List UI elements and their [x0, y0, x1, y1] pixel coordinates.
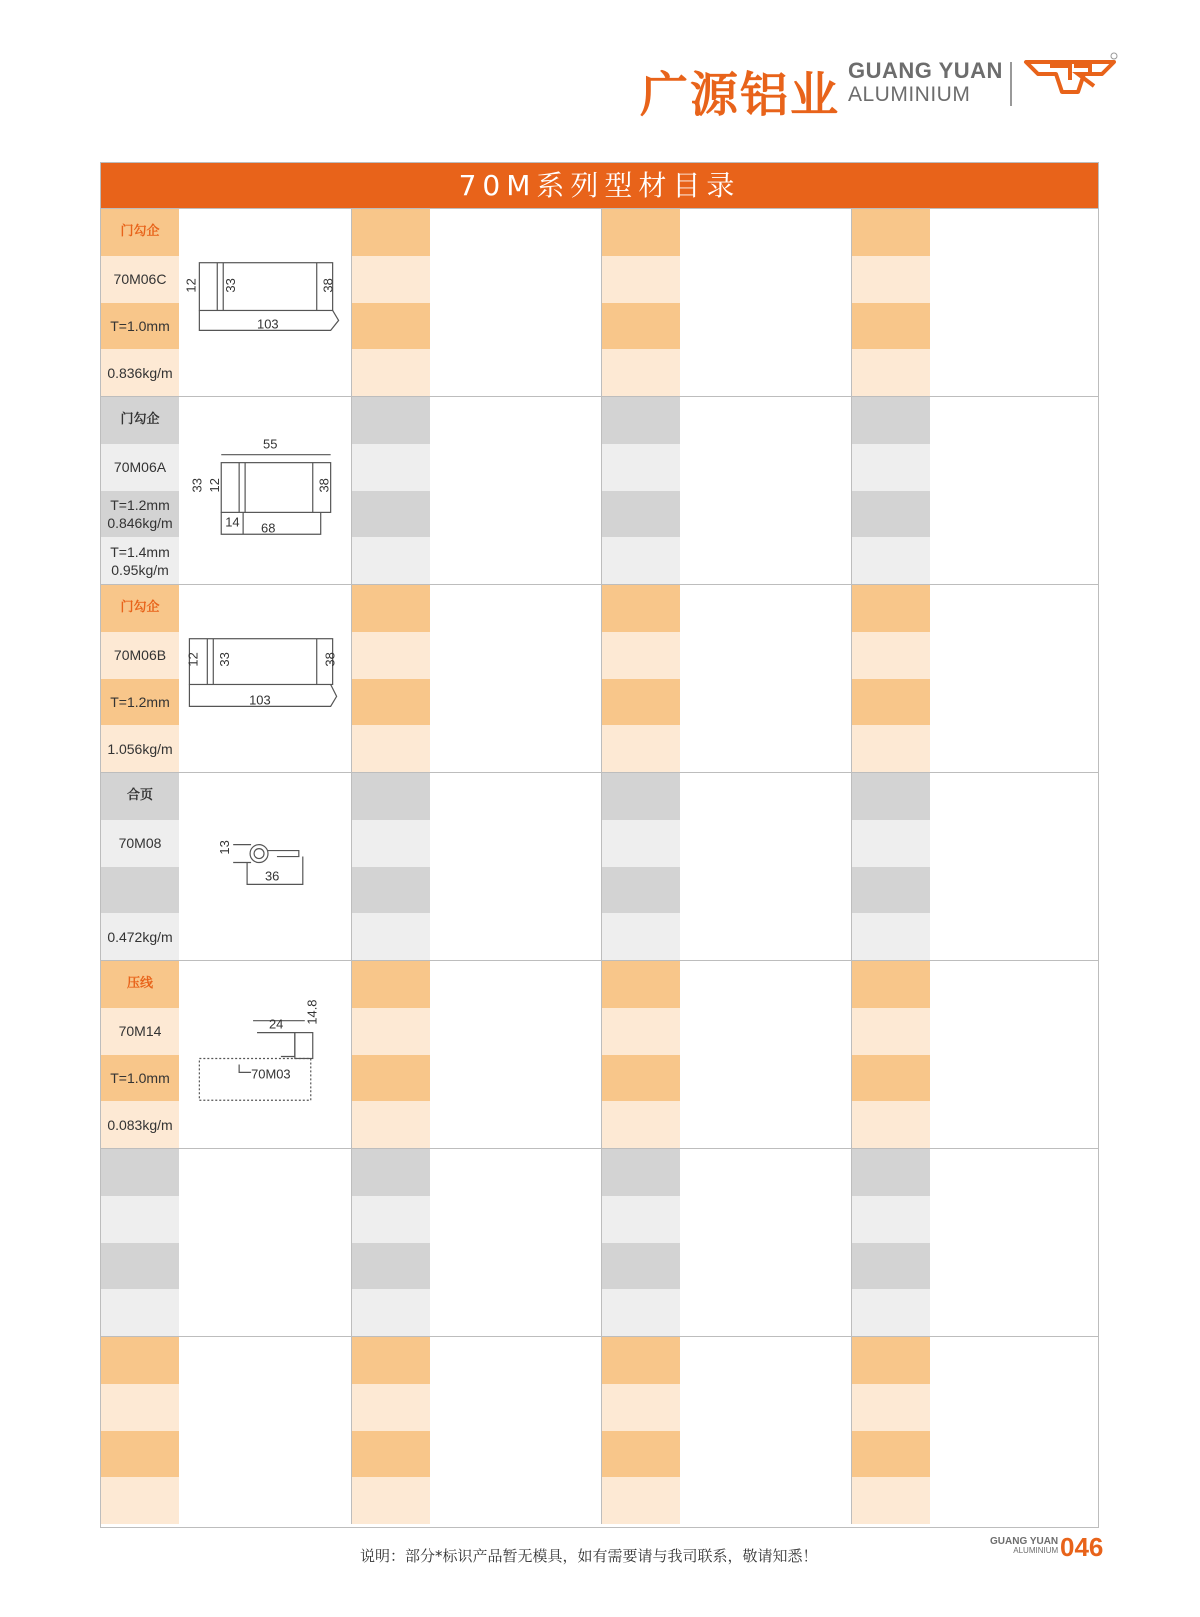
dim-label: 38 [320, 278, 336, 293]
catalog-cell [601, 773, 851, 960]
dim-label: 33 [217, 652, 233, 667]
profile-code: 70M08 [118, 834, 162, 851]
dim-label: 12 [207, 478, 223, 493]
profile-drawing [181, 397, 351, 584]
brand-name-en [848, 58, 1003, 107]
catalog-cell [101, 585, 351, 772]
profile-drawing [181, 585, 351, 772]
profile-thickness: T=1.2mm [110, 497, 170, 513]
profile-weight: 0.846kg/m [107, 514, 173, 531]
dim-label: 12 [183, 278, 199, 293]
catalog-cell [101, 773, 351, 960]
profile-weight: 0.083kg/m [107, 1116, 173, 1133]
table-row [101, 396, 1098, 584]
catalog-cell [351, 397, 601, 584]
catalog-cell [601, 397, 851, 584]
profile-spec-1 [101, 491, 179, 538]
profile-drawing [181, 773, 351, 960]
profile-name: 压线 [126, 976, 153, 992]
dim-label: 33 [223, 278, 239, 293]
catalog-cell [601, 1337, 851, 1524]
table-row [101, 772, 1098, 960]
dim-label: 33 [189, 478, 205, 493]
dim-label: 13 [217, 840, 233, 855]
profile-thickness [101, 867, 179, 914]
dim-label: 36 [265, 868, 280, 884]
footer-brand-line2: ALUMINIUM [1013, 1546, 1059, 1555]
profile-drawing [181, 209, 351, 396]
profile-catalog-table [100, 162, 1099, 1528]
profile-weight: 0.472kg/m [107, 928, 173, 945]
catalog-cell [351, 773, 601, 960]
table-row [101, 584, 1098, 772]
profile-name: 门勾企 [120, 412, 160, 428]
catalog-cell [851, 1149, 1101, 1336]
brand-emblem-icon [1022, 52, 1122, 104]
brand-name-cn: 广源铝业 [640, 67, 841, 123]
profile-code: 70M06C [113, 270, 167, 287]
dim-label: 14.8 [304, 999, 320, 1025]
catalog-cell [851, 1337, 1101, 1524]
table-row [101, 1336, 1098, 1524]
dim-label: 70M03 [251, 1066, 291, 1082]
dim-label: 12 [185, 652, 201, 667]
dim-label: 55 [263, 436, 278, 452]
brand-en-line2: ALUMINIUM [848, 83, 971, 107]
page-number: 046 [1060, 1532, 1104, 1562]
footer-brand [990, 1536, 1058, 1556]
catalog-cell [101, 1337, 351, 1524]
profile-code: 70M14 [118, 1022, 162, 1039]
dim-label: 103 [249, 692, 271, 708]
catalog-cell [351, 1149, 601, 1336]
profile-spec-2 [101, 538, 179, 585]
dim-label: 68 [261, 520, 276, 536]
catalog-title: 70M系列型材目录 [101, 163, 1098, 208]
catalog-cell [601, 209, 851, 396]
catalog-cell [851, 209, 1101, 396]
catalog-cell [351, 1337, 601, 1524]
dim-label: 38 [316, 478, 332, 493]
catalog-cell [351, 961, 601, 1148]
profile-thickness: T=1.0mm [110, 317, 170, 334]
profile-code: 70M06B [113, 646, 167, 663]
catalog-cell [851, 961, 1101, 1148]
catalog-cell [851, 585, 1101, 772]
dim-label: 24 [268, 1016, 284, 1032]
profile-name: 门勾企 [120, 600, 160, 616]
profile-thickness: T=1.4mm [110, 544, 170, 560]
profile-weight: 0.95kg/m [111, 561, 169, 578]
dim-label: 38 [322, 652, 338, 667]
catalog-cell [351, 209, 601, 396]
profile-name: 合页 [126, 788, 153, 804]
catalog-cell [101, 1149, 351, 1336]
table-row [101, 208, 1098, 396]
profile-weight: 1.056kg/m [107, 740, 173, 757]
footer-brand-line1: GUANG YUAN [990, 1536, 1059, 1547]
profile-drawing [181, 961, 351, 1148]
profile-code: 70M06A [113, 458, 167, 475]
catalog-cell [851, 773, 1101, 960]
dim-label: 14 [225, 514, 240, 530]
catalog-cell [851, 397, 1101, 584]
profile-thickness: T=1.2mm [110, 693, 170, 710]
dim-label: 103 [257, 316, 279, 332]
table-row [101, 960, 1098, 1148]
catalog-cell [101, 397, 351, 584]
footer-note: 说明：部分*标识产品暂无模具，如有需要请与我司联系，敬请知悉！ [360, 1547, 818, 1565]
catalog-cell [101, 961, 351, 1148]
profile-name: 门勾企 [120, 224, 160, 240]
catalog-cell [601, 1149, 851, 1336]
logo-divider [1010, 62, 1012, 106]
catalog-cell [601, 585, 851, 772]
profile-weight: 0.836kg/m [107, 364, 173, 381]
profile-thickness: T=1.0mm [110, 1069, 170, 1086]
catalog-cell [601, 961, 851, 1148]
catalog-cell [351, 585, 601, 772]
catalog-cell [101, 209, 351, 396]
table-row [101, 1148, 1098, 1336]
brand-en-line1: GUANG YUAN [848, 58, 1003, 83]
